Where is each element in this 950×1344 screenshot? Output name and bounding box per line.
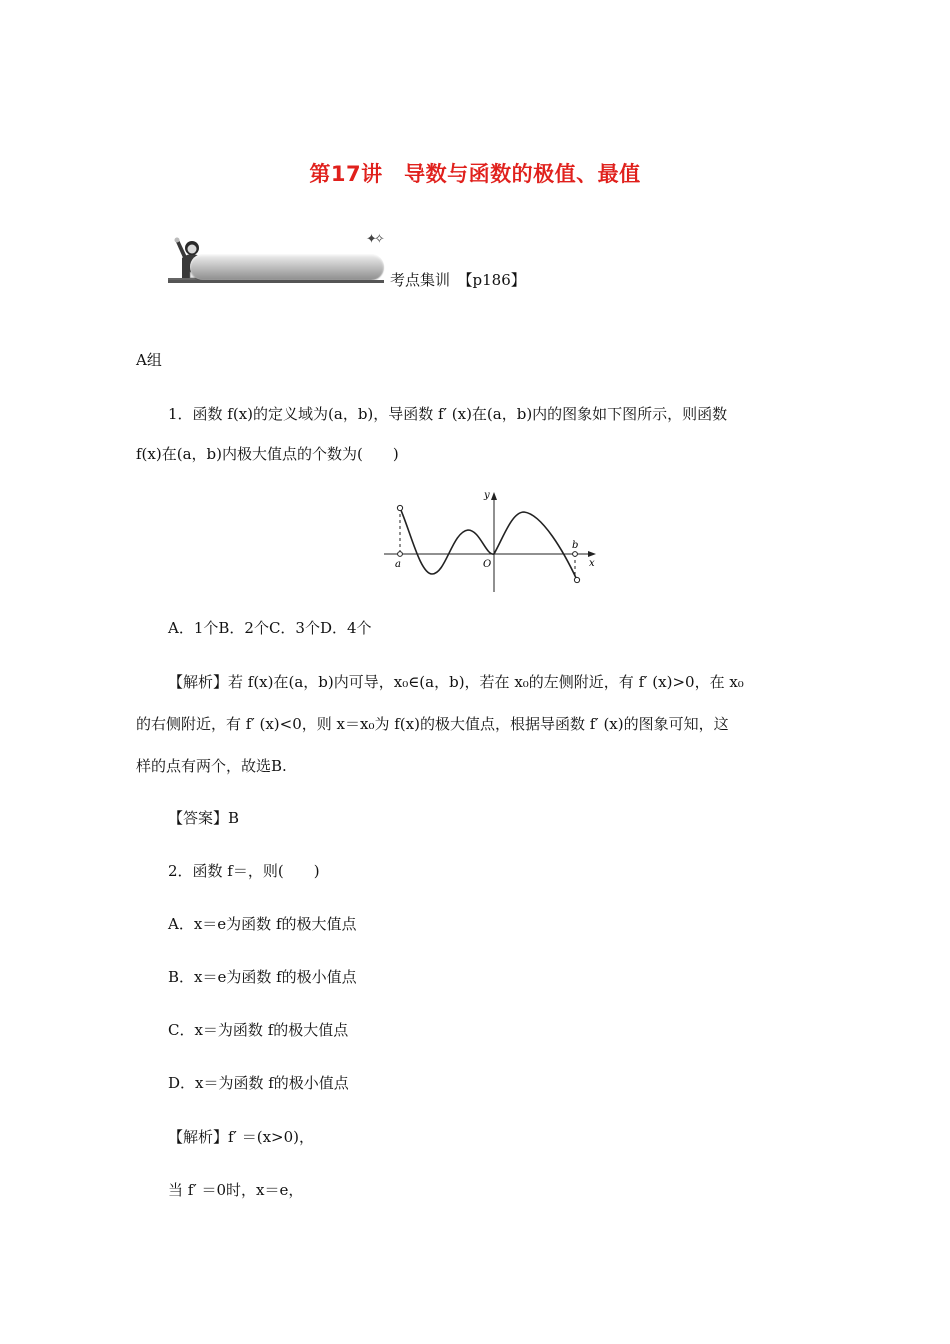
graph-y-label: y (484, 490, 490, 501)
graph-b-label: b (572, 540, 579, 551)
q2-analysis-line2: 当 f′ ＝0时，x＝e， (168, 1181, 304, 1199)
derivative-graph (384, 490, 604, 594)
section-banner (168, 228, 388, 286)
banner-underline (168, 280, 384, 283)
q1-stem-line1: 1．函数 f(x)的定义域为(a，b)，导函数 f′ (x)在(a，b)内的图象如下图所示，则函数 (168, 405, 728, 423)
q2-option-c: C．x＝为函数 f的极大值点 (168, 1021, 349, 1039)
banner-bar (190, 254, 384, 280)
q2-option-b: B．x＝e为函数 f的极小值点 (168, 968, 357, 986)
page-title: 第17讲 导数与函数的极值、最值 (309, 162, 641, 186)
graph-origin-label: O (483, 559, 492, 570)
q2-option-a: A．x＝e为函数 f的极大值点 (168, 915, 357, 933)
q1-analysis-line1: 【解析】若 f(x)在(a，b)内可导，x₀∈(a，b)，若在 x₀的左侧附近，有 f′ (x)>0，在 x₀ (168, 673, 744, 691)
q1-analysis-line3: 样的点有两个，故选B. (136, 757, 287, 775)
q1-answer: 【答案】B (168, 809, 240, 827)
graph-x-label: x (589, 558, 595, 569)
group-label: A组 (136, 351, 162, 369)
q1-stem-line2: f(x)在(a，b)内极大值点的个数为( ) (136, 445, 399, 463)
q1-analysis-line2: 的右侧附近，有 f′ (x)<0，则 x＝x₀为 f(x)的极大值点，根据导函数 f′ (x)的图象可知，这 (136, 715, 729, 733)
q2-stem: 2．函数 f＝，则( ) (168, 862, 320, 880)
section-label: 考点集训 【p186】 (390, 271, 526, 289)
q2-option-d: D．x＝为函数 f的极小值点 (168, 1074, 349, 1092)
q2-analysis-line1: 【解析】f′ ＝(x>0)， (168, 1128, 315, 1146)
q1-options: A．1个B．2个C．3个D．4个 (168, 619, 372, 637)
sparkle-icon: ✦✧ (366, 232, 382, 247)
graph-a-label: a (395, 559, 401, 570)
